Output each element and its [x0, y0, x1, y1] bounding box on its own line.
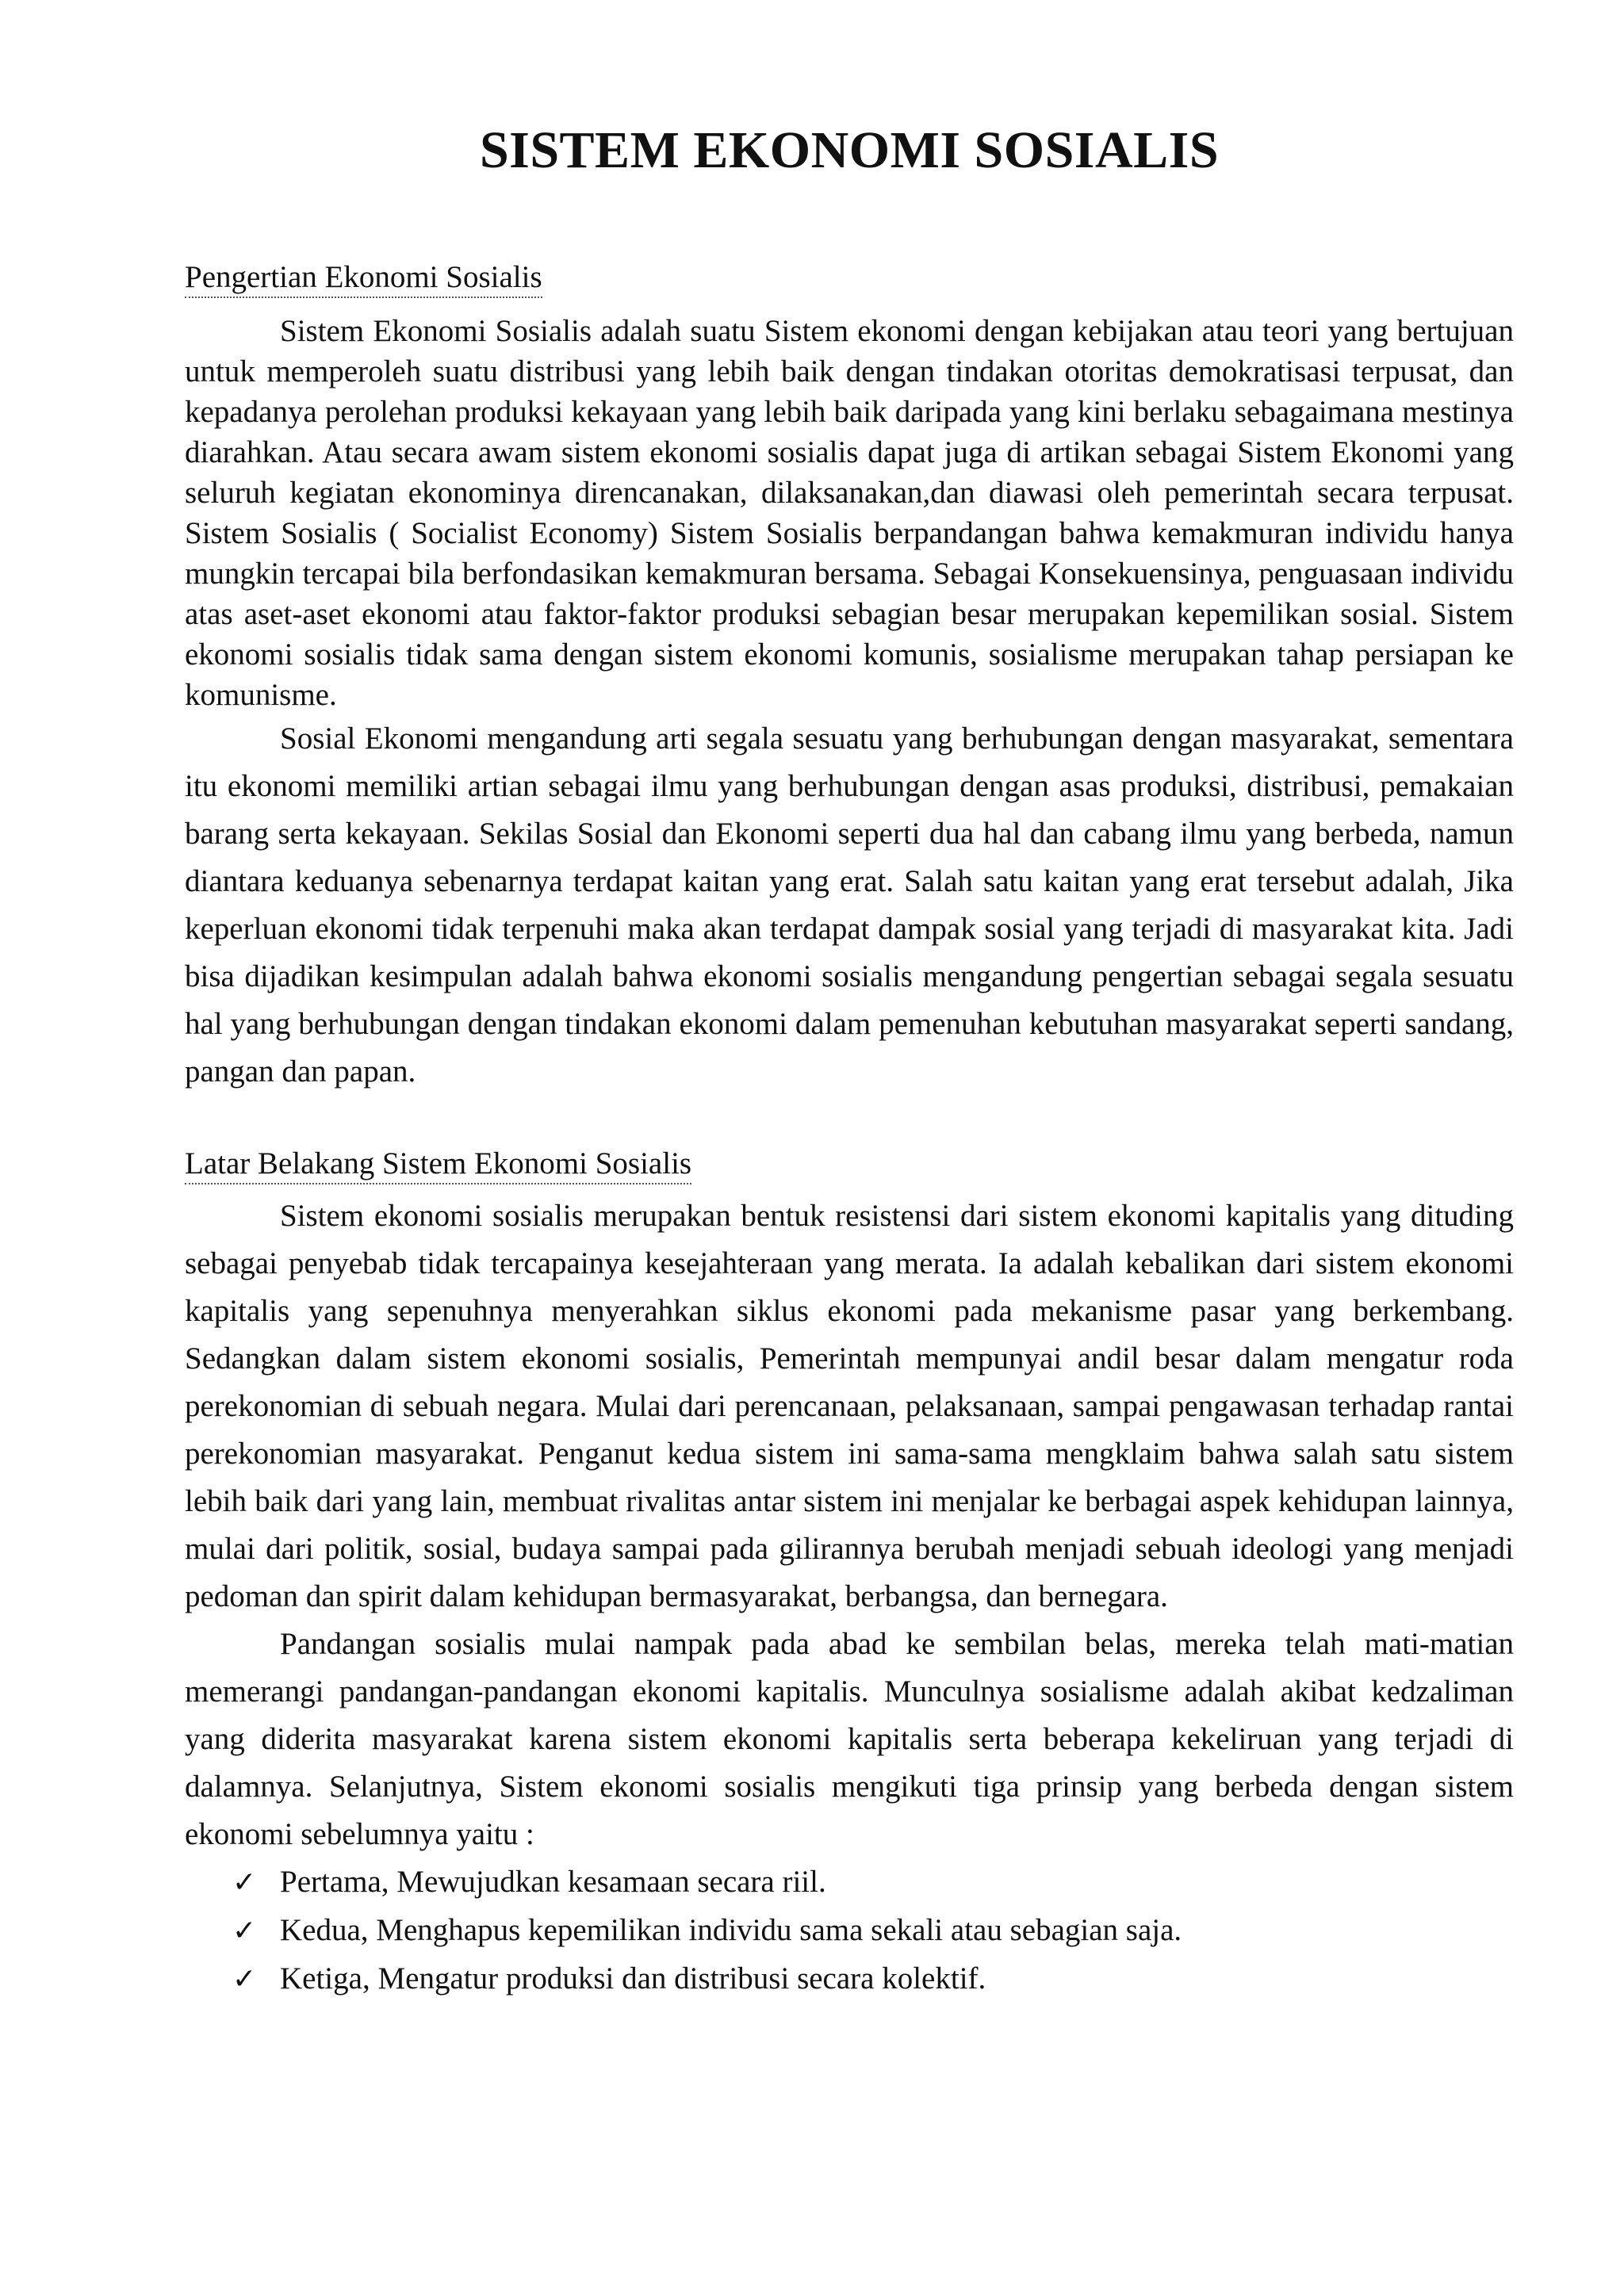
list-item-text: Kedua, Menghapus kepemilikan individu sama sekali atau sebagian saja. — [280, 1913, 1182, 1947]
list-item-text: Pertama, Mewujudkan kesamaan secara riil. — [280, 1865, 826, 1899]
checkmark-icon: ✓ — [232, 1866, 257, 1899]
checkmark-icon: ✓ — [232, 1915, 257, 1947]
section-latar-belakang — [185, 1145, 1514, 2003]
principle-checklist — [185, 1858, 1514, 2003]
paragraph: Sistem Ekonomi Sosialis adalah suatu Sistem ekonomi dengan kebijakan atau teori yang bertujuan untuk memperoleh suatu distribusi yang lebih baik dengan tindakan otoritas demokratisasi terpusat, dan kepadanya perolehan produksi kekayaan yang lebih baik daripada yang kini berlaku sebagaimana mestinya diarahkan. Atau secara awam sistem ekonomi sosialis dapat juga di artikan sebagai Sistem Ekonomi yang seluruh kegiatan ekonominya direncanakan, dilaksanakan,dan diawasi oleh pemerintah secara terpusat. Sistem Sosialis ( Socialist Economy) Sistem Sosialis berpandangan bahwa kemakmuran individu hanya mungkin tercapai bila berfondasikan kemakmuran bersama. Sebagai Konsekuensinya, penguasaan individu atas aset-aset ekonomi atau faktor-faktor produksi sebagian besar merupakan kepemilikan sosial. Sistem ekonomi sosialis tidak sama dengan sistem ekonomi komunis, sosialisme merupakan tahap persiapan ke komunisme. — [185, 314, 1514, 712]
section-heading-wrap — [185, 1145, 1514, 1188]
paragraph: Sistem ekonomi sosialis merupakan bentuk resistensi dari sistem ekonomi kapitalis yang dituding sebagai penyebab tidak tercapainya kesejahteraan yang merata. Ia adalah kebalikan dari sistem ekonomi kapitalis yang sepenuhnya menyerahkan siklus ekonomi pada mekanisme pasar yang berkembang. Sedangkan dalam sistem ekonomi sosialis, Pemerintah mempunyai andil besar dalam mengatur roda perekonomian di sebuah negara. Mulai dari perencanaan, pelaksanaan, sampai pengawasan terhadap rantai perekonomian masyarakat. Penganut kedua sistem ini sama-sama mengklaim bahwa salah satu sistem lebih baik dari yang lain, membuat rivalitas antar sistem ini menjalar ke berbagai aspek kehidupan lainnya, mulai dari politik, sosial, budaya sampai pada gilirannya berubah menjadi sebuah ideologi yang menjadi pedoman dan spirit dalam kehidupan bermasyarakat, berbangsa, dan bernegara. — [185, 1199, 1514, 1613]
checkmark-icon: ✓ — [232, 1963, 257, 1996]
document-page — [185, 0, 1514, 2003]
list-item — [232, 1907, 1514, 1955]
list-item-text: Ketiga, Mengatur produksi dan distribusi secara kolektif. — [280, 1961, 986, 1996]
paragraph: Pandangan sosialis mulai nampak pada abad ke sembilan belas, mereka telah mati-matian memerangi pandangan-pandangan ekonomi kapitalis. Munculnya sosialisme adalah akibat kedzaliman yang diderita masyarakat karena sistem ekonomi kapitalis serta beberapa kekeliruan yang terjadi di dalamnya. Selanjutnya, Sistem ekonomi sosialis mengikuti tiga prinsip yang berbeda dengan sistem ekonomi sebelumnya yaitu : — [185, 1627, 1514, 1851]
page-title: SISTEM EKONOMI SOSIALIS — [479, 121, 1220, 179]
section-heading: Latar Belakang Sistem Ekonomi Sosialis — [185, 1145, 691, 1184]
section-pengertian — [185, 258, 1514, 1096]
list-item — [232, 1955, 1514, 2003]
section-heading: Pengertian Ekonomi Sosialis — [185, 258, 542, 298]
paragraph: Sosial Ekonomi mengandung arti segala sesuatu yang berhubungan dengan masyarakat, sementara itu ekonomi memiliki artian sebagai ilmu yang berhubungan dengan asas produksi, distribusi, pemakaian barang serta kekayaan. Sekilas Sosial dan Ekonomi seperti dua hal dan cabang ilmu yang berbeda, namun diantara keduanya sebenarnya terdapat kaitan yang erat. Salah satu kaitan yang erat tersebut adalah, Jika keperluan ekonomi tidak terpenuhi maka akan terdapat dampak sosial yang terjadi di masyarakat kita. Jadi bisa dijadikan kesimpulan adalah bahwa ekonomi sosialis mengandung pengertian sebagai segala sesuatu hal yang berhubungan dengan tindakan ekonomi dalam pemenuhan kebutuhan masyarakat seperti sandang, pangan dan papan. — [185, 721, 1514, 1089]
list-item — [232, 1858, 1514, 1907]
section-heading-wrap — [185, 258, 1514, 301]
